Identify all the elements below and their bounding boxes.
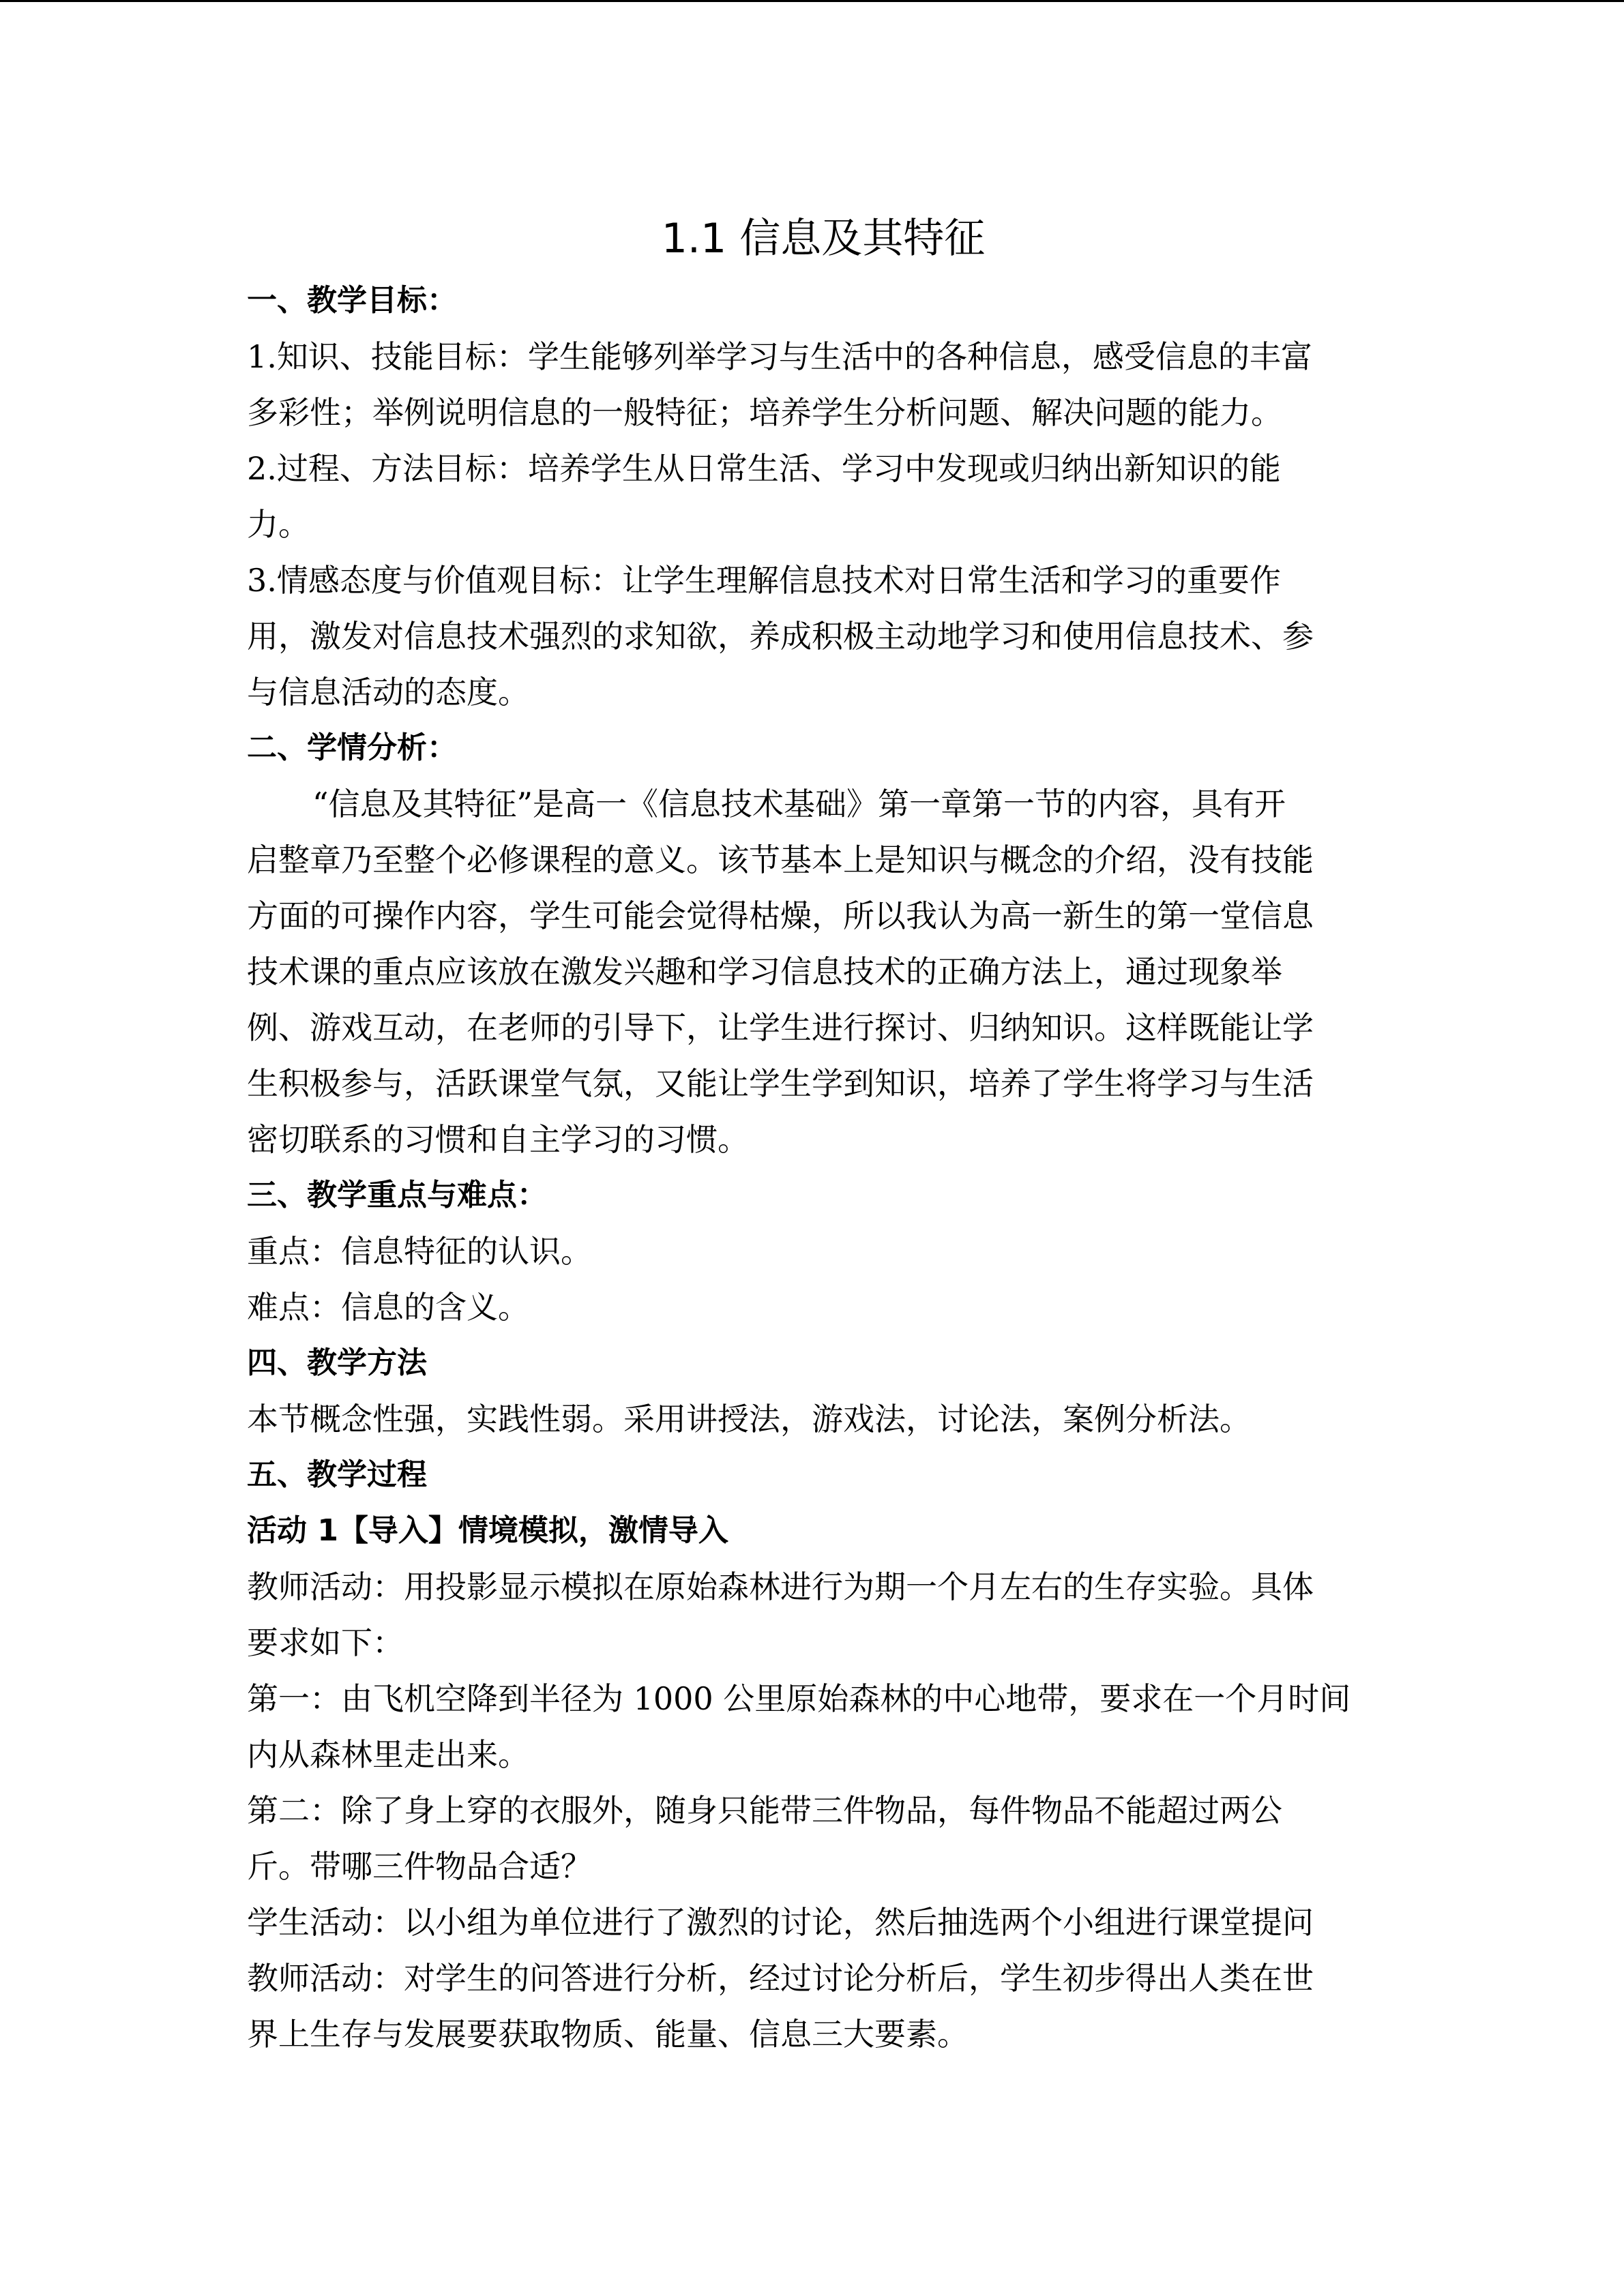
section-heading: 二、学情分析： [247,730,457,765]
paragraph-line: 学生活动：以小组为单位进行了激烈的讨论，然后抽选两个小组进行课堂提问 [247,1904,1314,1941]
paragraph-line: 力。 [247,506,310,543]
paragraph-line: 3.情感态度与价值观目标：让学生理解信息技术对日常生活和学习的重要作 [247,562,1281,599]
paragraph-line: 重点：信息特征的认识。 [247,1233,592,1270]
paragraph-line: 斤。带哪三件物品合适？ [247,1848,592,1885]
paragraph-line: 难点：信息的含义。 [247,1289,529,1326]
paragraph-line: “信息及其特征”是高一《信息技术基础》第一章第一节的内容，具有开 [312,786,1286,822]
paragraph-line: 内从森林里走出来。 [247,1736,529,1773]
paragraph-line: 例、游戏互动，在老师的引导下，让学生进行探讨、归纳知识。这样既能让学 [247,1009,1314,1046]
paragraph-line: 技术课的重点应该放在激发兴趣和学习信息技术的正确方法上，通过现象举 [247,953,1282,990]
paragraph-line: 要求如下： [247,1624,404,1661]
paragraph-line: 本节概念性强，实践性弱。采用讲授法，游戏法，讨论法，案例分析法。 [247,1401,1251,1437]
page-top-border [0,0,1624,2]
section-heading: 五、教学过程 [247,1457,427,1492]
paragraph-line: 密切联系的习惯和自主学习的习惯。 [247,1121,749,1158]
paragraph-line: 与信息活动的态度。 [247,674,529,711]
paragraph-line: 启整章乃至整个必修课程的意义。该节基本上是知识与概念的介绍，没有技能 [247,841,1314,878]
document-body [247,273,1379,2062]
section-heading: 四、教学方法 [247,1345,427,1380]
paragraph-line: 界上生存与发展要获取物质、能量、信息三大要素。 [247,2016,969,2053]
paragraph-line: 2.过程、方法目标：培养学生从日常生活、学习中发现或归纳出新知识的能 [247,450,1281,487]
section-heading: 三、教学重点与难点： [247,1178,547,1212]
paragraph-line: 多彩性；举例说明信息的一般特征；培养学生分析问题、解决问题的能力。 [247,394,1282,431]
paragraph-line: 教师活动：对学生的问答进行分析，经过讨论分析后，学生初步得出人类在世 [247,1960,1314,1997]
document-page [247,205,1379,2062]
paragraph-line: 教师活动：用投影显示模拟在原始森林进行为期一个月左右的生存实验。具体 [247,1568,1314,1605]
paragraph-line: 用，激发对信息技术强烈的求知欲，养成积极主动地学习和使用信息技术、参 [247,618,1314,655]
document-title: 1.1 信息及其特征 [661,215,986,263]
paragraph-line: 生积极参与，活跃课堂气氛，又能让学生学到知识，培养了学生将学习与生活 [247,1065,1314,1102]
paragraph-line: 第二：除了身上穿的衣服外，随身只能带三件物品，每件物品不能超过两公 [247,1792,1282,1829]
paragraph-line: 第一：由飞机空降到半径为 1000 公里原始森林的中心地带，要求在一个月时间 [247,1680,1351,1717]
paragraph-line: 1.知识、技能目标：学生能够列举学习与生活中的各种信息，感受信息的丰富 [247,338,1312,375]
section-heading: 活动 1【导入】情境模拟，激情导入 [247,1513,728,1548]
paragraph-line: 方面的可操作内容，学生可能会觉得枯燥，所以我认为高一新生的第一堂信息 [247,897,1314,934]
section-heading: 一、教学目标： [247,283,457,318]
